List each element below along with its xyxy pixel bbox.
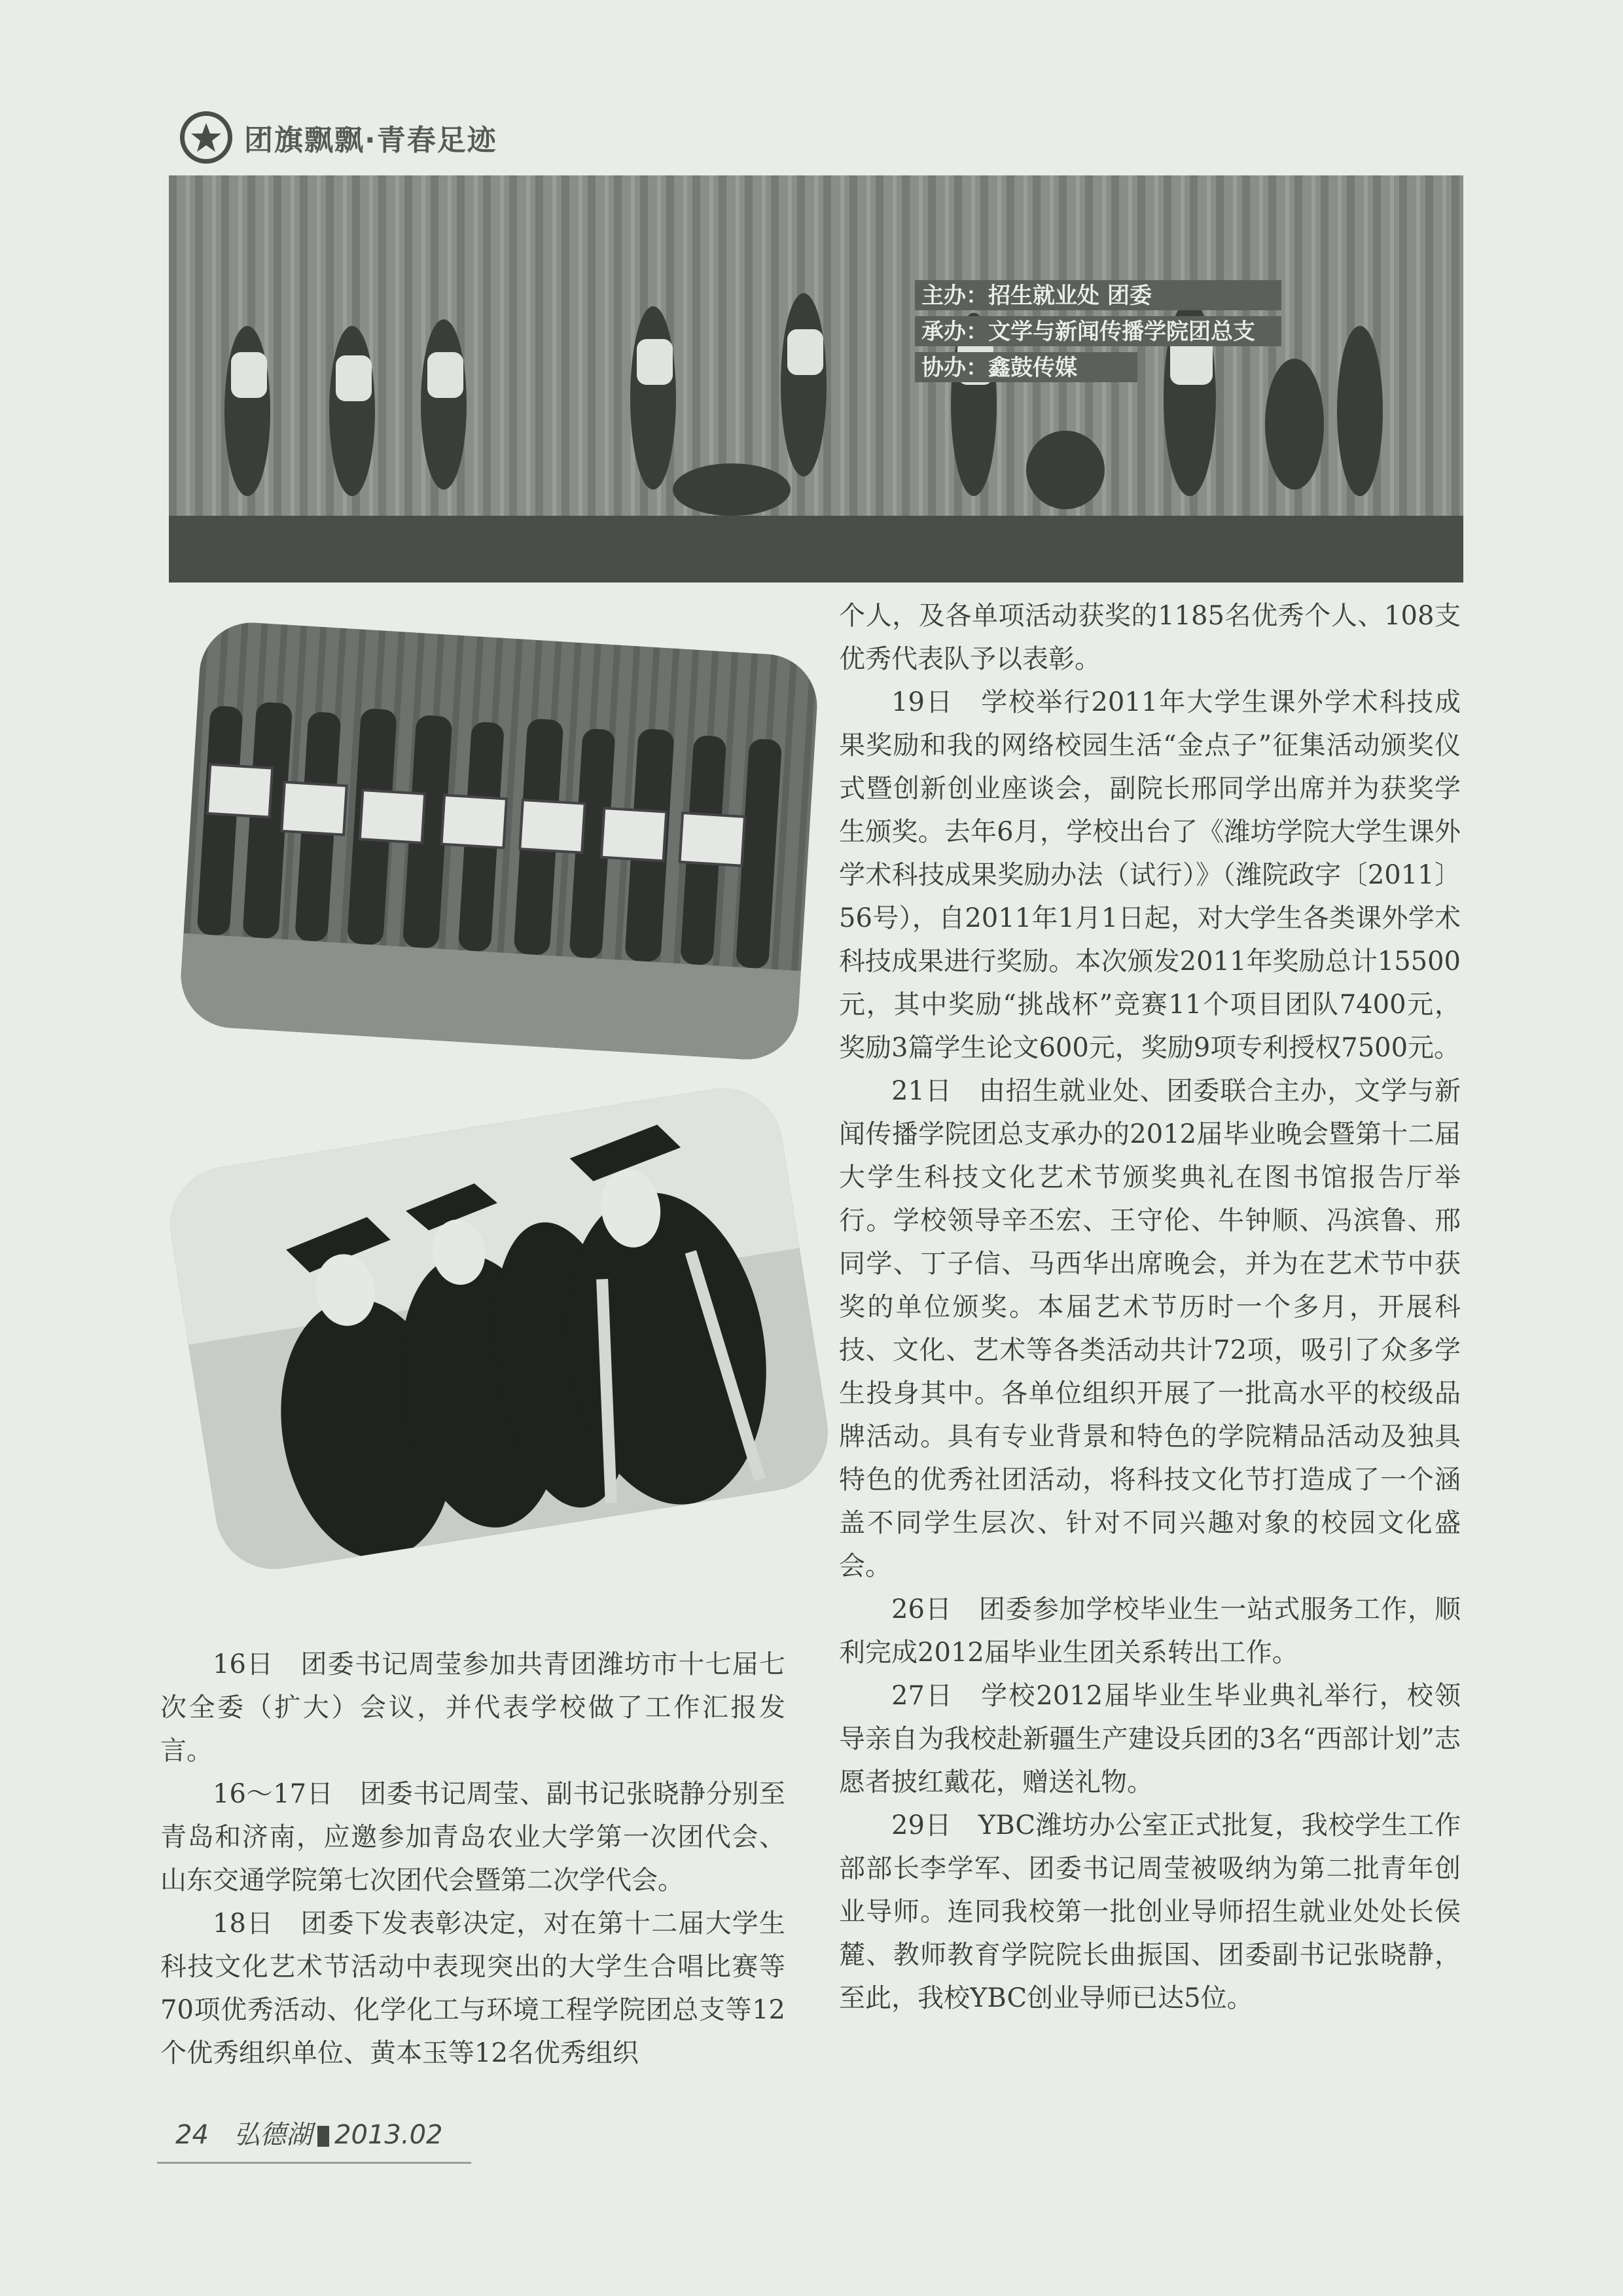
entry-date: 27日	[891, 1681, 954, 1711]
entry-date: 21日	[891, 1076, 952, 1106]
paragraph: 16～17日 团委书记周莹、副书记张晓静分别至青岛和济南，应邀参加青岛农业大学第一次团代会、山东交通学院第七次团代会暨第二次学代会。	[160, 1779, 786, 1895]
award-ceremony-photo	[178, 620, 820, 1063]
entry-date: 19日	[891, 687, 954, 717]
paragraph: 个人，及各单项活动获奖的1185名优秀个人、108支优秀代表队予以表彰。	[839, 601, 1461, 674]
paragraph: 19日 学校举行2011年大学生课外学术科技成果奖励和我的网络校园生活“金点子”征集活动颁奖仪式暨创新创业座谈会，副院长邢同学出席并为获奖学生颁奖。去年6月，学校出台了《潍坊学院大学生课外学术科技成果奖励办法（试行）》（潍院政字〔2011〕56号），自2011年1月1日起，对大学生各类课外学术科技成果进行奖励。本次颁发2011年奖励总计15500元，其中奖励“挑战杯”竞赛11个项目团队7400元，奖励3篇学生论文600元，奖励9项专利授权7500元。	[839, 687, 1461, 1063]
section-title: 团旗飘飘·青春足迹	[244, 124, 497, 157]
graduation-photo	[162, 1080, 836, 1577]
paragraph: 27日 学校2012届毕业生毕业典礼举行，校领导亲自为我校赴新疆生产建设兵团的3名“西部计划”志愿者披红戴花，赠送礼物。	[839, 1681, 1461, 1797]
page-footer	[175, 2114, 442, 2151]
entry-date: 18日	[213, 1909, 274, 1939]
banner-line-3: 协办：鑫鼓传媒	[921, 355, 1077, 381]
paragraph: 26日 团委参加学校毕业生一站式服务工作，顺利完成2012届毕业生团关系转出工作。	[839, 1594, 1461, 1668]
right-text-column	[839, 594, 1461, 2020]
footer-rule	[157, 2162, 471, 2164]
page-header	[180, 111, 497, 164]
entry-date: 29日	[891, 1810, 952, 1840]
paragraph: 16日 团委书记周莹参加共青团潍坊市十七届七次全委（扩大）会议，并代表学校做了工作汇报发言。	[160, 1649, 786, 1766]
issue-number: 2013.02	[334, 2120, 443, 2150]
performance-stage-photo	[169, 175, 1463, 583]
separator-mark	[317, 2126, 329, 2147]
entry-date: 16～17日	[213, 1779, 334, 1809]
banner-line-1: 主办：招生就业处 团委	[921, 283, 1152, 309]
entry-date: 16日	[213, 1649, 274, 1679]
publication-name: 弘德湖	[234, 2120, 313, 2150]
entry-date: 26日	[891, 1594, 952, 1624]
paragraph: 29日 YBC潍坊办公室正式批复，我校学生工作部部长李学军、团委书记周莹被吸纳为第二批青年创业导师。连同我校第一批创业导师招生就业处处长侯麓、教师教育学院院长曲振国、团委副书记张晓静，至此，我校YBC创业导师已达5位。	[839, 1810, 1461, 2013]
paragraph: 21日 由招生就业处、团委联合主办，文学与新闻传播学院团总支承办的2012届毕业晚会暨第十二届大学生科技文化艺术节颁奖典礼在图书馆报告厅举行。学校领导辛丕宏、王守伦、牛钟顺、冯滨鲁、邢同学、丁子信、马西华出席晚会，并为在艺术节中获奖的单位颁奖。本届艺术节历时一个多月，开展科技、文化、艺术等各类活动共计72项，吸引了众多学生投身其中。各单位组织开展了一批高水平的校级品牌活动。具有专业背景和特色的学院精品活动及独具特色的优秀社团活动，将科技文化节打造成了一个涵盖不同学生层次、针对不同兴趣对象的校园文化盛会。	[839, 1076, 1461, 1581]
page-number: 24	[175, 2120, 209, 2150]
star-circle-icon	[180, 111, 232, 164]
left-text-column	[160, 1643, 785, 2075]
paragraph: 18日 团委下发表彰决定，对在第十二届大学生科技文化艺术节活动中表现突出的大学生合唱比赛等70项优秀活动、化学化工与环境工程学院团总支等12个优秀组织单位、黄本玉等12名优秀组织	[160, 1909, 786, 2068]
banner-line-2: 承办：文学与新闻传播学院团总支	[921, 319, 1255, 345]
